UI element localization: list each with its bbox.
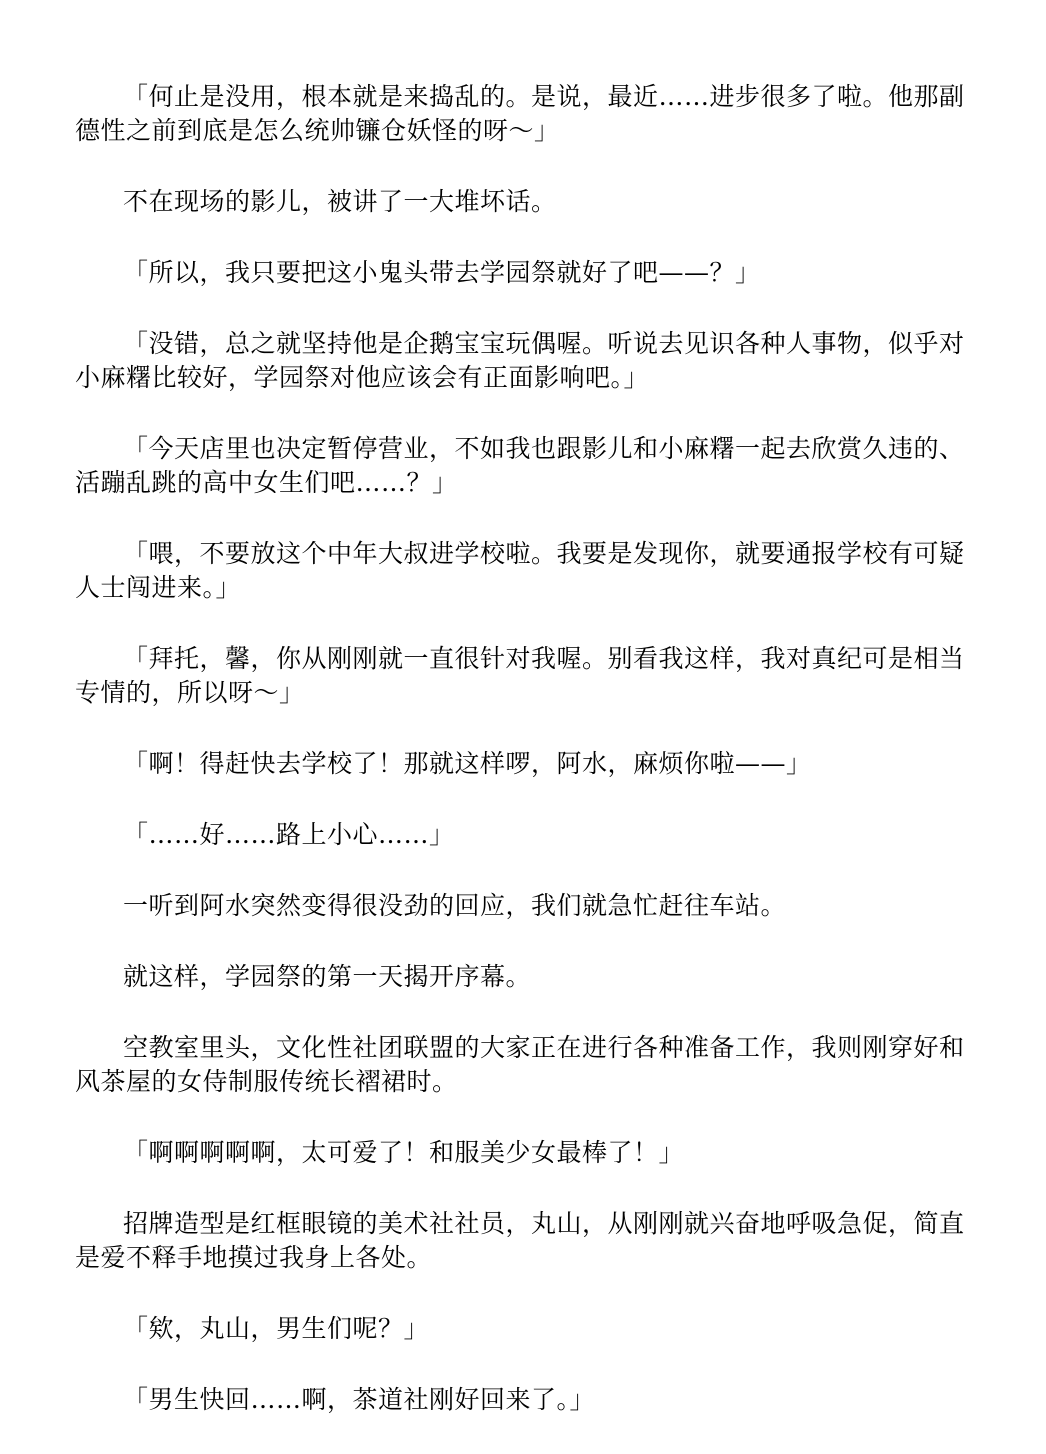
- paragraph: 不在现场的影儿，被讲了一大堆坏话。: [123, 187, 557, 216]
- paragraph: 「啊！得赶快去学校了！那就这样啰，阿水，麻烦你啦——」: [123, 749, 812, 778]
- paragraph: 「男生快回……啊，茶道社刚好回来了。」: [123, 1385, 596, 1414]
- paragraph: 招牌造型是红框眼镜的美术社社员，丸山，从刚刚就兴奋地呼吸急促，简直是爱不释手地摸过我身上各处。: [75, 1209, 965, 1272]
- paragraph: 「欸，丸山，男生们呢？」: [123, 1314, 430, 1343]
- paragraph: 「喂，不要放这个中年大叔进学校啦。我要是发现你，就要通报学校有可疑人士闯进来。」: [75, 539, 965, 602]
- paragraph: 「拜托，馨，你从刚刚就一直很针对我喔。别看我这样，我对真纪可是相当专情的，所以呀～」: [75, 644, 965, 707]
- paragraph: 「啊啊啊啊啊，太可爱了！和服美少女最棒了！」: [123, 1138, 685, 1167]
- paragraph: 「今天店里也决定暂停营业，不如我也跟影儿和小麻糬一起去欣赏久违的、活蹦乱跳的高中女生们吧……？」: [75, 434, 965, 497]
- paragraph: 「所以，我只要把这小鬼头带去学园祭就好了吧——？」: [123, 258, 761, 287]
- paragraph: 就这样，学园祭的第一天揭开序幕。: [123, 962, 532, 991]
- paragraph: 「没错，总之就坚持他是企鹅宝宝玩偶喔。听说去见识各种人事物，似乎对小麻糬比较好，学园祭对他应该会有正面影响吧。」: [75, 329, 965, 392]
- paragraph: 「……好……路上小心……」: [123, 820, 455, 849]
- paragraph: 「何止是没用，根本就是来捣乱的。是说，最近……进步很多了啦。他那副德性之前到底是怎么统帅镰仓妖怪的呀～」: [75, 82, 965, 145]
- body-text: [75, 80, 975, 1454]
- paragraph: 一听到阿水突然变得很没劲的回应，我们就急忙赶往车站。: [123, 891, 787, 920]
- paragraph: 空教室里头，文化性社团联盟的大家正在进行各种准备工作，我则刚穿好和风茶屋的女侍制服传统长褶裙时。: [75, 1033, 965, 1096]
